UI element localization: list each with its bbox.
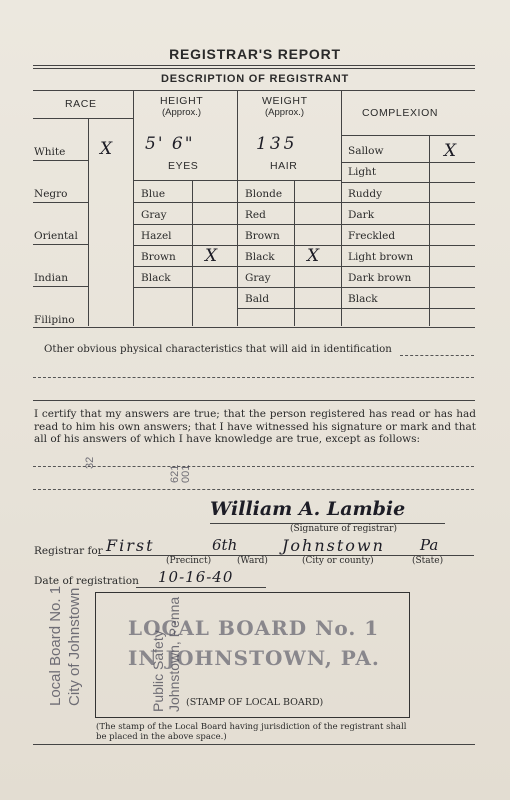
table-top-border: [33, 90, 475, 91]
weight-header: WEIGHT: [262, 95, 308, 107]
complexion-option-ruddy: Ruddy: [348, 188, 383, 200]
grid-line: [33, 118, 133, 119]
side-stamp-local-board: Local Board No. 1: [47, 585, 64, 706]
grid-line: [341, 182, 475, 183]
eyes-option-brown: Brown: [141, 251, 176, 263]
complexion-option-light: Light: [348, 166, 377, 178]
grid-line: [33, 286, 88, 287]
grid-line: [341, 162, 475, 163]
marginal-number-c: 001: [180, 464, 192, 483]
ward-caption: (Ward): [237, 556, 268, 566]
complexion-option-black: Black: [348, 293, 378, 305]
hair-option-gray: Gray: [245, 272, 271, 284]
complexion-option-dark: Dark: [348, 209, 375, 221]
ward-value: 6th: [212, 536, 238, 554]
complexion-option-freckled: Freckled: [348, 230, 396, 242]
grid-line: [341, 135, 475, 136]
grid-line: [133, 287, 475, 288]
signature-caption: (Signature of registrar): [290, 524, 397, 534]
eyes-option-hazel: Hazel: [141, 230, 172, 242]
race-header: RACE: [65, 98, 97, 110]
hair-option-brown: Brown: [245, 230, 280, 242]
complexion-option-sallow: Sallow: [348, 145, 384, 157]
side-stamp-city: City of Johnstown: [66, 587, 83, 706]
date-line: [136, 587, 266, 588]
race-option-indian: Indian: [34, 272, 69, 284]
state-caption: (State): [412, 556, 444, 566]
registrar-for-label: Registrar for: [34, 545, 103, 557]
hair-option-blonde: Blonde: [245, 188, 283, 200]
dotted-line: [400, 355, 474, 356]
grid-line: [237, 308, 475, 309]
race-check-mark: X: [100, 139, 113, 159]
grid-line: [133, 245, 475, 246]
date-of-registration-value: 10-16-40: [158, 568, 234, 586]
grid-line: [133, 180, 341, 181]
grid-line: [133, 202, 475, 203]
grid-line: [88, 118, 89, 326]
dotted-line: [33, 489, 474, 490]
weight-subheader: (Approx.): [265, 107, 305, 118]
marginal-number-a: 32: [84, 456, 96, 469]
date-of-registration-label: Date of registration: [34, 575, 139, 587]
grid-line: [133, 91, 134, 326]
divider: [33, 400, 475, 401]
eyes-option-gray: Gray: [141, 209, 167, 221]
complexion-check-mark: X: [444, 141, 457, 161]
stamp-caption: (STAMP OF LOCAL BOARD): [186, 697, 324, 708]
city-caption: (City or county): [302, 556, 374, 566]
other-characteristics-label: Other obvious physical characteristics that will aid in identification: [44, 344, 392, 355]
table-bottom-border: [33, 327, 475, 328]
height-value: 5' 6": [145, 134, 195, 154]
precinct-value: First: [106, 536, 155, 555]
dotted-line: [33, 377, 474, 378]
complexion-option-dark-brown: Dark brown: [348, 272, 412, 284]
race-option-negro: Negro: [34, 188, 68, 200]
hair-option-bald: Bald: [245, 293, 270, 305]
weight-value: 135: [256, 134, 298, 154]
race-option-filipino: Filipino: [34, 314, 75, 326]
bottom-divider: [33, 744, 475, 745]
page-title: REGISTRAR'S REPORT: [169, 46, 341, 62]
eyes-check-mark: X: [205, 246, 218, 266]
stamp-line-2: IN JOHNSTOWN, PA.: [128, 646, 380, 670]
side-stamp-public-safety: Public Safety: [150, 630, 166, 712]
grid-line: [237, 91, 238, 326]
certification-text: I certify that my answers are true; that the person registered has read or has had read to him his own answers; that I have witnessed his signature or mark and that all of his answers of which I have knowledge are true, except as follows:: [34, 408, 476, 445]
city-value: Johnstown: [282, 536, 385, 555]
complexion-header: COMPLEXION: [362, 107, 439, 119]
height-header: HEIGHT: [160, 95, 204, 107]
complexion-option-light-brown: Light brown: [348, 251, 414, 263]
section-title: DESCRIPTION OF REGISTRANT: [160, 73, 350, 85]
height-subheader: (Approx.): [162, 107, 202, 118]
state-value: Pa: [420, 536, 439, 554]
grid-line: [33, 202, 88, 203]
grid-line: [33, 244, 88, 245]
race-option-white: White: [34, 146, 66, 158]
grid-line: [133, 224, 475, 225]
divider: [33, 68, 475, 69]
hair-option-black: Black: [245, 251, 275, 263]
precinct-caption: (Precinct): [166, 556, 212, 566]
race-option-oriental: Oriental: [34, 230, 78, 242]
grid-line: [429, 135, 430, 326]
grid-line: [341, 91, 342, 326]
registrar-signature: William A. Lambie: [210, 498, 406, 520]
marginal-number-b: 621: [169, 464, 181, 483]
dotted-line: [33, 466, 474, 467]
grid-line: [133, 266, 475, 267]
eyes-header: EYES: [168, 160, 199, 172]
eyes-option-blue: Blue: [141, 188, 166, 200]
hair-option-red: Red: [245, 209, 266, 221]
grid-line: [33, 160, 88, 161]
side-stamp-johnstown: Johnstown, Penna: [166, 596, 182, 712]
hair-header: HAIR: [270, 160, 298, 172]
hair-check-mark: X: [307, 246, 320, 266]
footnote: (The stamp of the Local Board having jurisdiction of the registrant shall be placed in the above space.): [96, 722, 407, 742]
divider: [33, 65, 475, 66]
stamp-line-1: LOCAL BOARD No. 1: [128, 616, 380, 640]
eyes-option-black: Black: [141, 272, 171, 284]
